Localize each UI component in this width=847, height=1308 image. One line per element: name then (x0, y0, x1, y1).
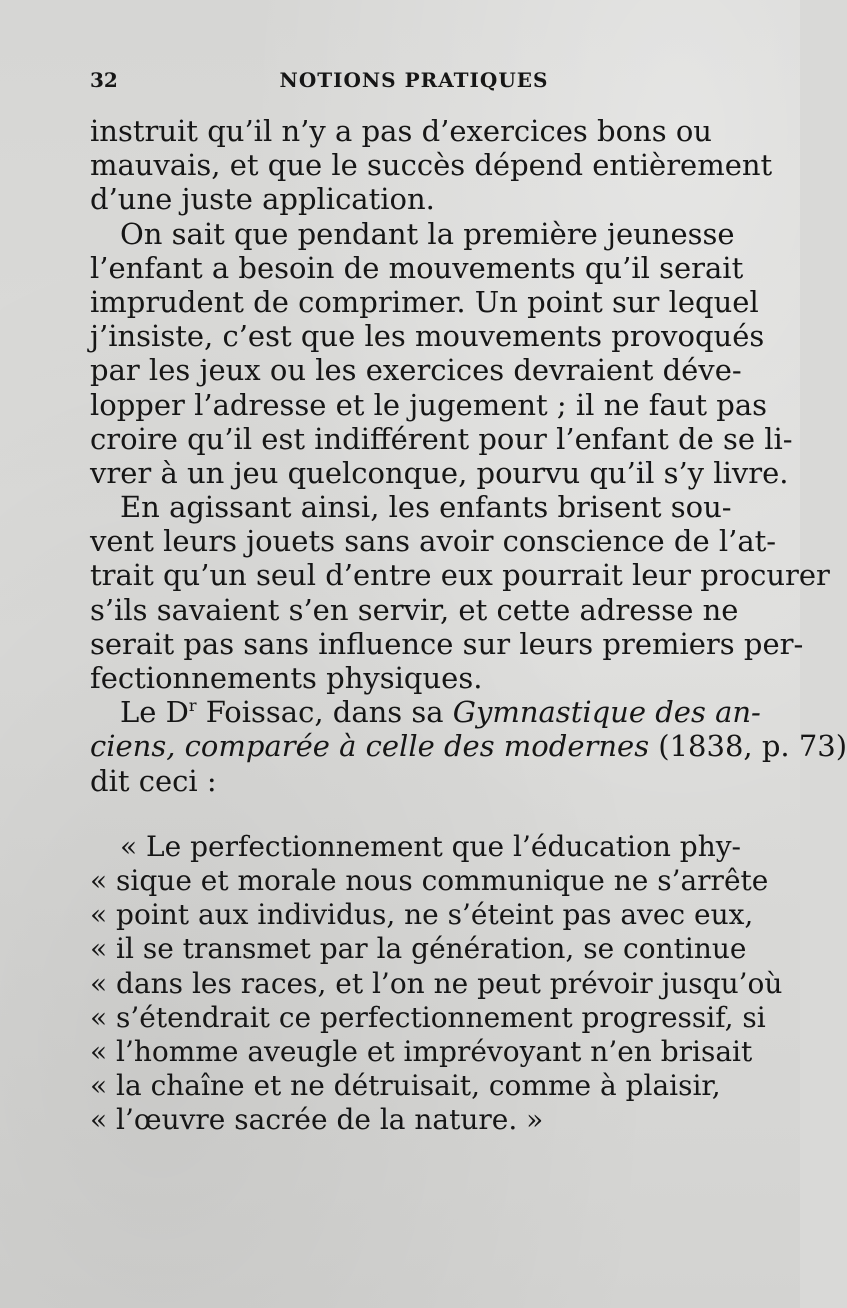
text-line: lopper l’adresse et le jugement ; il ne faut pas (90, 387, 768, 422)
book-title-italic: ciens, comparée à celle des modernes (90, 729, 650, 764)
text-line: trait qu’un seul d’entre eux pourrait leur procurer (90, 558, 830, 593)
text-line: mauvais, et que le succès dépend entièrement (90, 148, 773, 183)
running-title: NOTIONS PRATIQUES (279, 68, 549, 92)
text-fragment: Le D (120, 695, 189, 730)
quote-line: « s’étendrait ce perfectionnement progressif, si (90, 1000, 766, 1034)
text-line: vent leurs jouets sans avoir conscience de l’at- (90, 524, 777, 559)
text-line (90, 695, 761, 730)
text-line: fectionnements physiques. (90, 661, 483, 695)
text-line: vrer à un jeu quelconque, pourvu qu’il s’y livre. (90, 455, 789, 490)
quote-line: « sique et morale nous communique ne s’arrête (90, 863, 769, 897)
paragraph-2 (90, 216, 793, 491)
paragraph-1 (90, 114, 773, 217)
text-line: l’enfant a besoin de mouvements qu’il serait (90, 250, 744, 285)
quote-line: « la chaîne et ne détruisait, comme à plaisir, (90, 1069, 721, 1103)
spacer (90, 798, 712, 830)
book-title-italic: Gymnastique des an- (452, 695, 761, 730)
page-number: 32 (90, 68, 118, 92)
text-fragment: (1838, p. 73) (649, 729, 847, 764)
text-line: dit ceci : (90, 763, 217, 798)
text-line: par les jeux ou les exercices devraient déve- (90, 353, 742, 388)
quotation (90, 829, 783, 1138)
quote-line: « il se transmet par la génération, se continue (90, 932, 747, 966)
page-header (90, 68, 710, 102)
text-line (90, 729, 847, 764)
quote-line: « Le perfectionnement que l’éducation phy- (120, 829, 742, 863)
text-line: instruit qu’il n’y a pas d’exercices bons ou (90, 114, 712, 148)
superscript: r (188, 696, 197, 716)
text-line: croire qu’il est indifférent pour l’enfant de se li- (90, 421, 793, 456)
quote-line: « dans les races, et l’on ne peut prévoir jusqu’où (90, 966, 783, 1000)
text-line: serait pas sans influence sur leurs premiers per- (90, 626, 804, 661)
text-line: En agissant ainsi, les enfants brisent sou- (120, 490, 732, 525)
text-line: d’une juste application. (90, 182, 435, 217)
quote-line: « l’œuvre sacrée de la nature. » (90, 1103, 544, 1137)
text-line: On sait que pendant la première jeunesse (120, 216, 735, 251)
quote-line: « l’homme aveugle et imprévoyant n’en brisait (90, 1034, 753, 1068)
paragraph-3 (90, 490, 830, 695)
text-line: s’ils savaient s’en servir, et cette adresse ne (90, 592, 739, 627)
body-text (90, 114, 847, 1137)
text-line: j’insiste, c’est que les mouvements provoqués (90, 319, 765, 354)
text-fragment: Foissac, dans sa (196, 695, 453, 730)
text-line: imprudent de comprimer. Un point sur lequel (90, 284, 759, 319)
paragraph-4 (90, 695, 847, 798)
quote-line: « point aux individus, ne s’éteint pas avec eux, (90, 898, 754, 932)
